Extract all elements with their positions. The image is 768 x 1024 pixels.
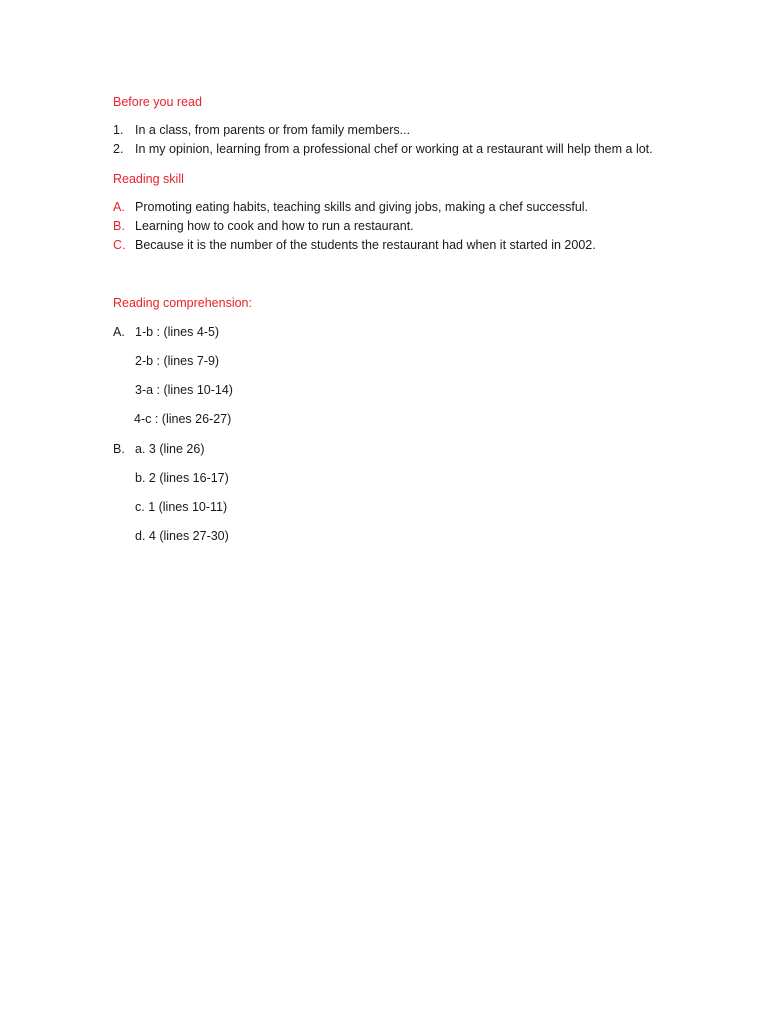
list-item-text: Because it is the number of the students the restaurant had when it started in 2002. [135,238,596,252]
comprehension-a-answer-3: 3-a : (lines 10-14) [135,383,233,397]
comprehension-a-answer-1: 1-b : (lines 4-5) [135,325,220,339]
list-item-text: In my opinion, learning from a professional chef or working at a restaurant will help them a lot. [135,142,653,156]
list-marker: C. [113,238,126,252]
reading-comprehension-heading: Reading comprehension: [113,296,252,310]
list-marker: A. [113,325,125,339]
reading-skill-heading: Reading skill [113,172,184,186]
comprehension-b-answer-2: b. 2 (lines 16-17) [135,471,229,485]
list-marker: 2. [113,142,124,156]
before-you-read-heading: Before you read [113,95,202,109]
before-you-read-item-1 [113,121,410,140]
list-item-text: Learning how to cook and how to run a restaurant. [135,219,414,233]
list-item-text: In a class, from parents or from family members... [135,123,411,137]
comprehension-part-a-marker [113,323,135,342]
list-marker: B. [113,442,125,456]
reading-skill-item-c [113,236,596,255]
list-marker: B. [113,219,125,233]
list-marker: A. [113,200,125,214]
comprehension-a-answer-4: 4-c : (lines 26-27) [134,412,232,426]
reading-skill-item-a [113,198,588,217]
reading-skill-item-b [113,217,414,236]
comprehension-b-answer-4: d. 4 (lines 27-30) [135,529,229,543]
list-marker: 1. [113,123,124,137]
list-item-text: Promoting eating habits, teaching skills and giving jobs, making a chef successful. [135,200,589,214]
comprehension-a-answer-2: 2-b : (lines 7-9) [135,354,220,368]
comprehension-part-b-marker [113,440,135,459]
comprehension-b-answer-1: a. 3 (line 26) [135,442,205,456]
comprehension-b-answer-3: c. 1 (lines 10-11) [135,500,228,514]
before-you-read-item-2 [113,140,653,159]
